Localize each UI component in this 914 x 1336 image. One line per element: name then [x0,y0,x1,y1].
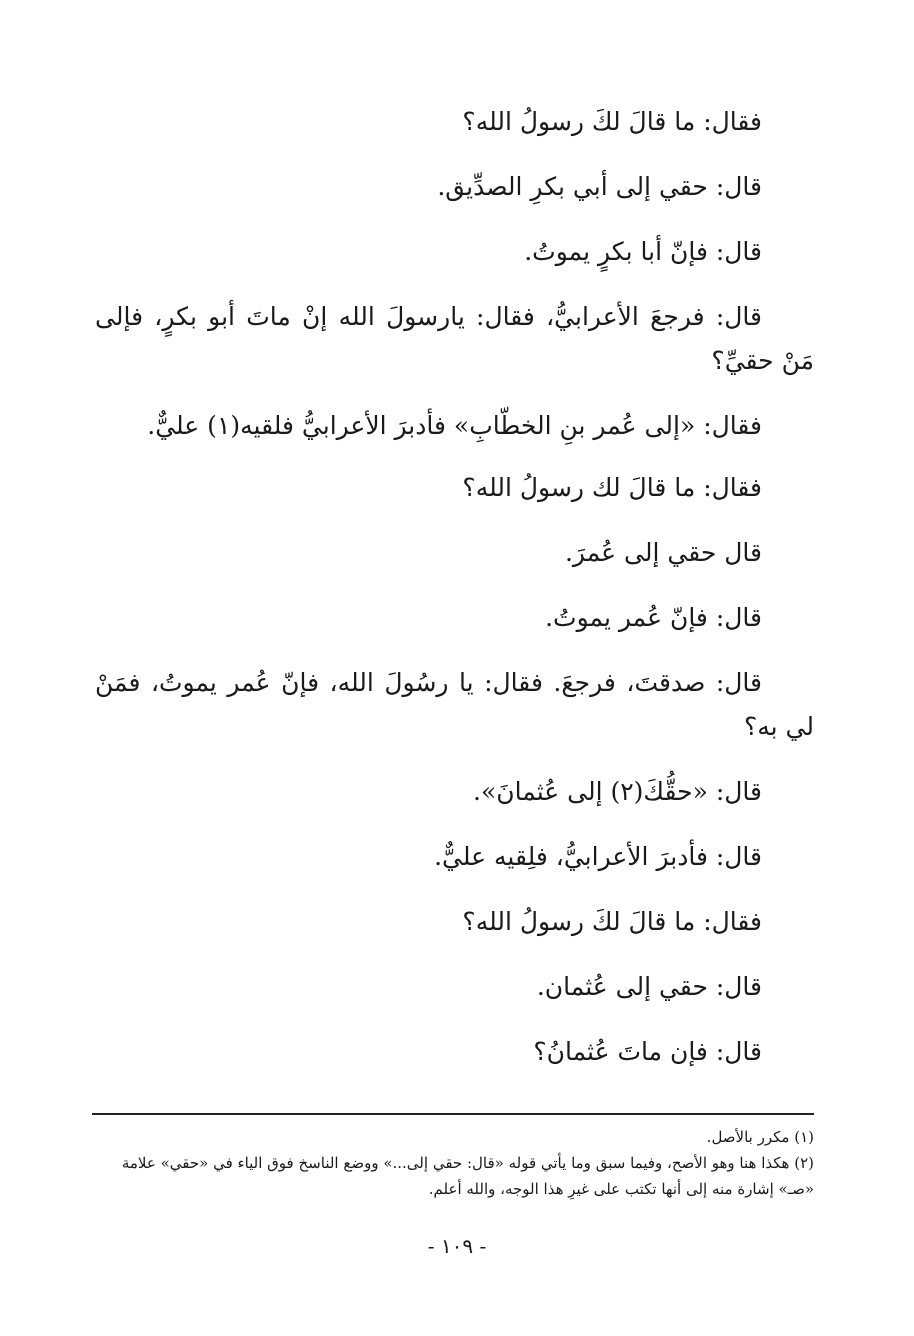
paragraph: قال: فإنّ عُمر يموتُ. [545,603,762,632]
paragraph: قال: حقي إلى عُثمان. [536,972,762,1001]
paragraph: فقال: ما قالَ لك رسولُ الله؟ [462,473,762,502]
footnote: (١) مكرر بالأصل. [706,1128,814,1146]
paragraph: قال: فرجعَ الأعرابيُّ، فقال: يارسولَ الله إنْ ماتَ أبو بكرٍ، فإلى مَنْ حقيِّ؟ [95,302,814,375]
footnote: (٢) هكذا هنا وهو الأصح، وفيما سبق وما يأتي قوله «قال: حقي إلى...» ووضع الناسخ فوق الياء في «حقي» علامة «صـ» إشارة منه إلى أنها تكتب على غيرِ هذا الوجه، والله أعلم. [121,1154,814,1198]
main-text [95,100,814,1095]
footnotes [100,1124,814,1202]
paragraph: قال: فأدبرَ الأعرابيُّ، فلِقيه عليٌّ. [434,842,762,871]
paragraph: قال: فإنّ أبا بكرٍ يموتُ. [524,237,762,266]
paragraph: قال: فإن ماتَ عُثمانُ؟ [533,1037,762,1066]
footnote-divider [92,1113,814,1115]
paragraph: قال: حقي إلى أبي بكرِ الصدِّيق. [437,172,762,201]
paragraph: فقال: «إلى عُمر بنِ الخطّابِ» فأدبرَ الأعرابيُّ فلقيه(١) عليٌّ. [147,411,762,440]
paragraph: قال حقي إلى عُمرَ. [564,538,762,567]
page-number: - ١٠٩ - [427,1234,487,1258]
paragraph: قال: «حقُّكَ(٢) إلى عُثمانَ». [473,777,762,806]
paragraph: فقال: ما قالَ لكَ رسولُ الله؟ [462,107,762,136]
paragraph: فقال: ما قالَ لكَ رسولُ الله؟ [462,907,762,936]
paragraph: قال: صدقتَ، فرجعَ. فقال: يا رسُولَ الله، فإنّ عُمر يموتُ، فمَنْ لي به؟ [95,668,814,741]
